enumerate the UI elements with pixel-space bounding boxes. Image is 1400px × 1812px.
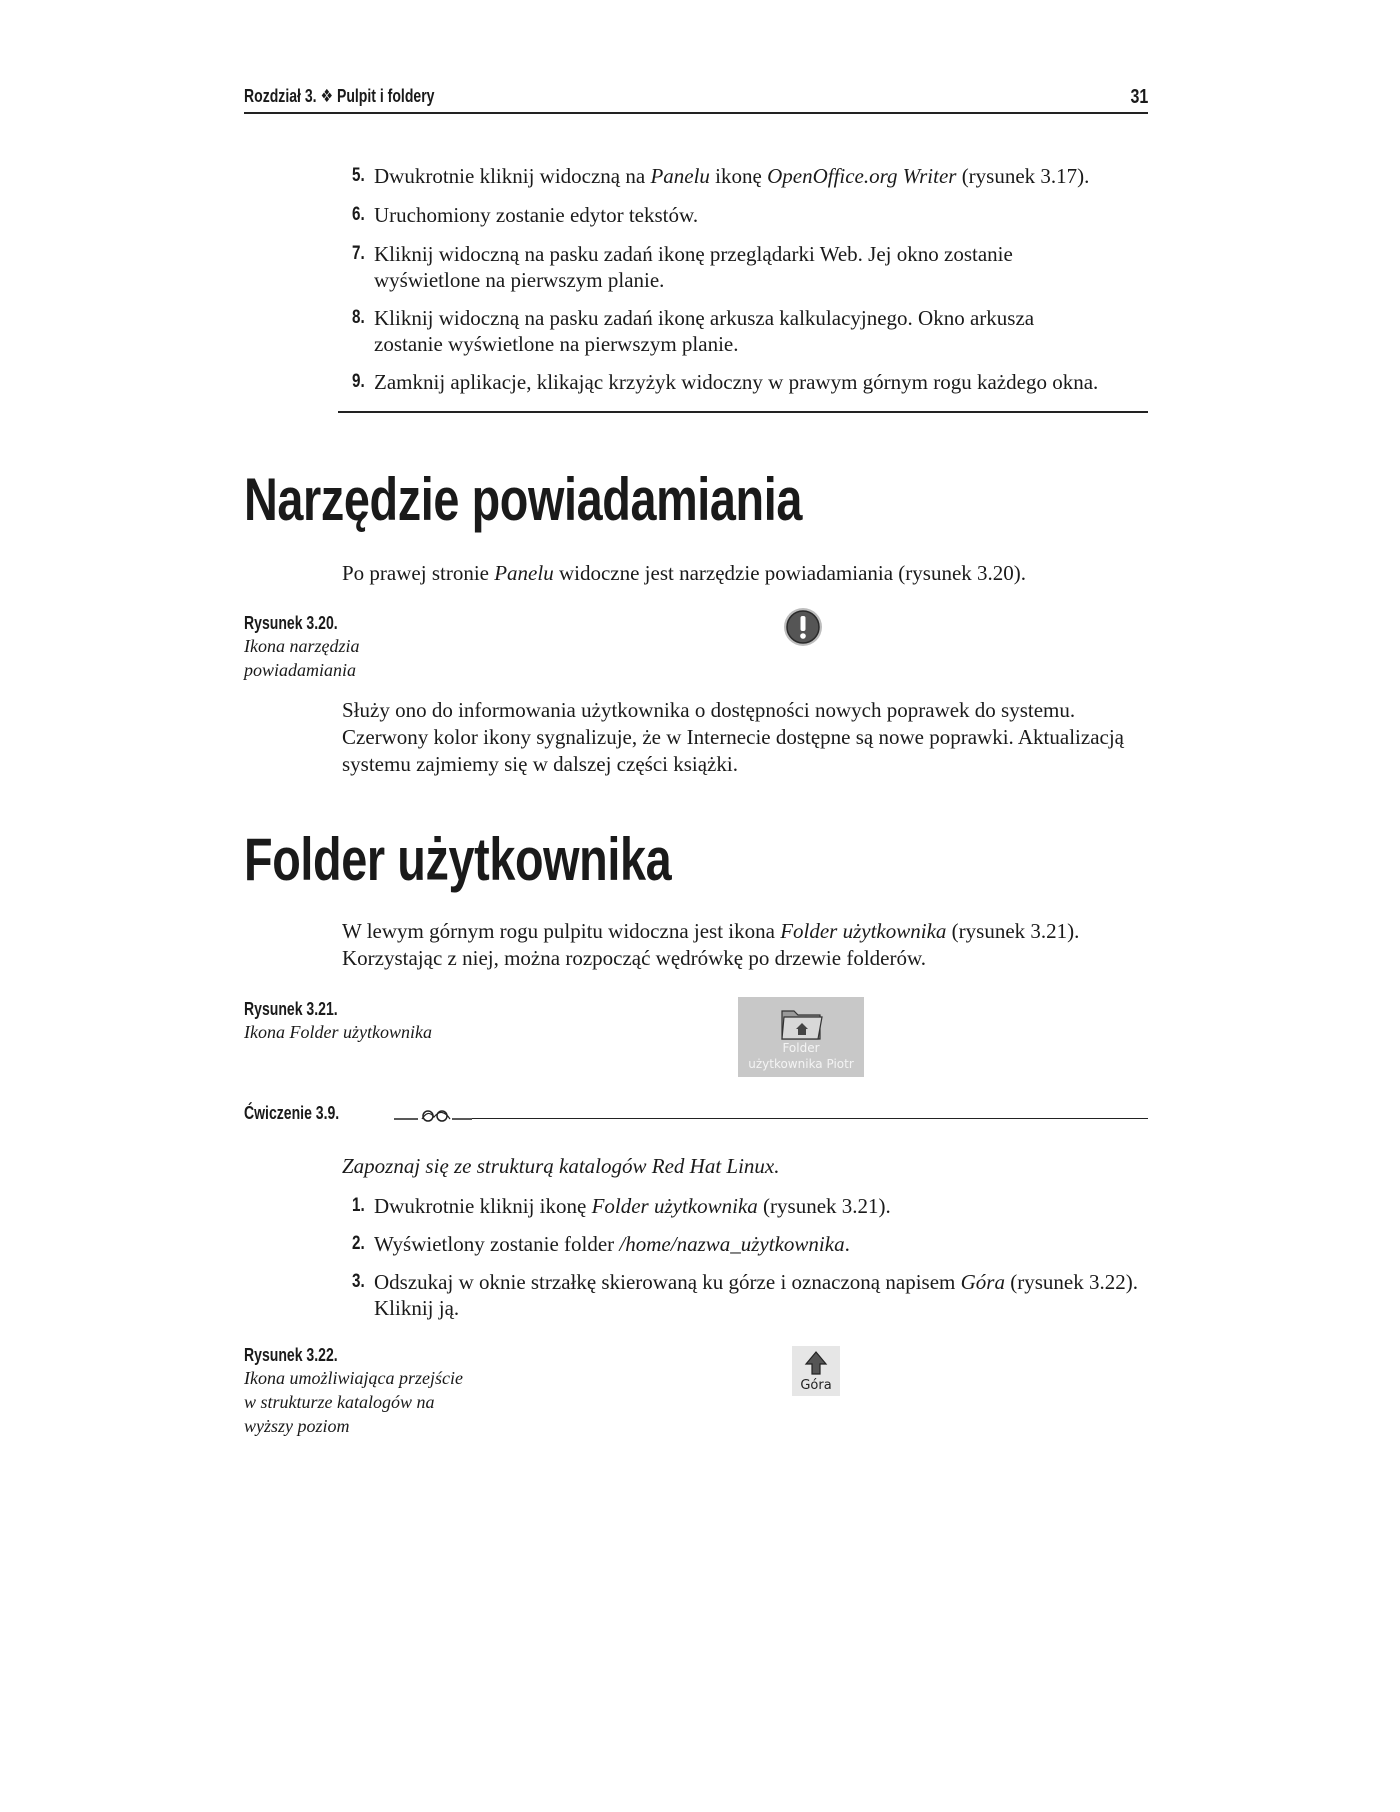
list-item — [352, 1231, 1152, 1257]
step-number: 8. — [352, 307, 365, 328]
figure-caption — [244, 998, 474, 1044]
list-item — [352, 305, 1152, 357]
exercise-goal: Zapoznaj się ze strukturą katalogów Red Hat Linux. — [342, 1154, 780, 1178]
figure-title: Rysunek 3.22. — [244, 1345, 338, 1365]
icon-label: użytkownika Piotr — [748, 1057, 854, 1071]
figure-caption-text: Ikona narzędzia powiadamiania — [244, 636, 360, 680]
diamond-icon: ❖ — [320, 86, 334, 106]
chapter-title: Pulpit i foldery — [336, 86, 435, 106]
ornament-icon — [392, 1103, 472, 1127]
figure-title: Rysunek 3.21. — [244, 999, 338, 1019]
chapter-header — [244, 86, 434, 107]
figure-caption — [244, 612, 474, 682]
list-item — [352, 1193, 1152, 1219]
section-intro: Po prawej stronie Panelu widoczne jest narzędzie powiadamiania (rysunek 3.20). — [342, 561, 1027, 585]
figure-caption — [244, 1344, 474, 1438]
list-item — [352, 202, 1152, 228]
exercise-rule — [472, 1118, 1148, 1119]
step-text: Dwukrotnie kliknij widoczną na Panelu ikonę OpenOffice.org Writer (rysunek 3.17). — [374, 164, 1090, 188]
step-text: Kliknij widoczną na pasku zadań ikonę przeglądarki Web. Jej okno zostanie wyświetlone na pierwszym planie. — [374, 242, 1013, 292]
section-heading: Narzędzie powiadamiania — [244, 466, 803, 533]
step-number: 5. — [352, 165, 365, 186]
figure-title: Rysunek 3.20. — [244, 613, 338, 633]
page-number: 31 — [1130, 86, 1148, 108]
running-header — [244, 84, 1148, 114]
step-text: Uruchomiony zostanie edytor tekstów. — [374, 203, 699, 227]
section-body: Służy ono do informowania użytkownika o dostępności nowych poprawek do systemu. Czerwony kolor ikony sygnalizuje, że w Internecie dostępne są nowe poprawki. Aktualizacją systemu zajmiemy się w dalszej części książki. — [342, 698, 1124, 776]
step-text: Zamknij aplikacje, klikając krzyżyk widoczny w prawym górnym rogu każdego okna. — [374, 370, 1099, 394]
step-number: 3. — [352, 1271, 365, 1292]
list-item — [352, 241, 1152, 293]
exercise-label: Ćwiczenie 3.9. — [244, 1103, 340, 1123]
step-number: 7. — [352, 243, 365, 264]
icon-label: Góra — [800, 1378, 832, 1393]
step-text: Dwukrotnie kliknij ikonę Folder użytkownika (rysunek 3.21). — [374, 1194, 891, 1218]
list-item — [352, 369, 1152, 395]
step-number: 2. — [352, 1233, 365, 1254]
step-number: 1. — [352, 1195, 365, 1216]
step-text: Wyświetlony zostanie folder /home/nazwa_użytkownika. — [374, 1232, 850, 1256]
steps-list-top — [352, 163, 1152, 408]
figure-caption-text: Ikona Folder użytkownika — [244, 1022, 432, 1042]
section-intro: W lewym górnym rogu pulpitu widoczna jest ikona Folder użytkownika (rysunek 3.21). Korzystając z niej, można rozpocząć wędrówkę po drzewie folderów. — [342, 919, 1080, 970]
list-item — [352, 163, 1152, 189]
steps-list-exercise — [352, 1193, 1152, 1334]
step-text: Kliknij widoczną na pasku zadań ikonę arkusza kalkulacyjnego. Okno arkusza zostanie wyświetlone na pierwszym planie. — [374, 306, 1035, 356]
figure-caption-text: Ikona umożliwiająca przejście w strukturze katalogów na wyższy poziom — [244, 1368, 463, 1436]
icon-label: Folder — [782, 1041, 820, 1055]
section-heading: Folder użytkownika — [244, 826, 672, 893]
alert-icon — [783, 607, 823, 647]
up-arrow-icon[interactable] — [792, 1346, 840, 1396]
exercise-header — [244, 1103, 1148, 1129]
step-number: 6. — [352, 204, 365, 225]
exercise-end-rule — [338, 411, 1148, 413]
home-folder-icon[interactable] — [738, 997, 864, 1077]
step-number: 9. — [352, 371, 365, 392]
chapter-number: Rozdział 3. — [244, 86, 317, 106]
step-text: Odszukaj w oknie strzałkę skierowaną ku górze i oznaczoną napisem Góra (rysunek 3.22). Kliknij ją. — [374, 1270, 1138, 1320]
list-item — [352, 1269, 1152, 1321]
